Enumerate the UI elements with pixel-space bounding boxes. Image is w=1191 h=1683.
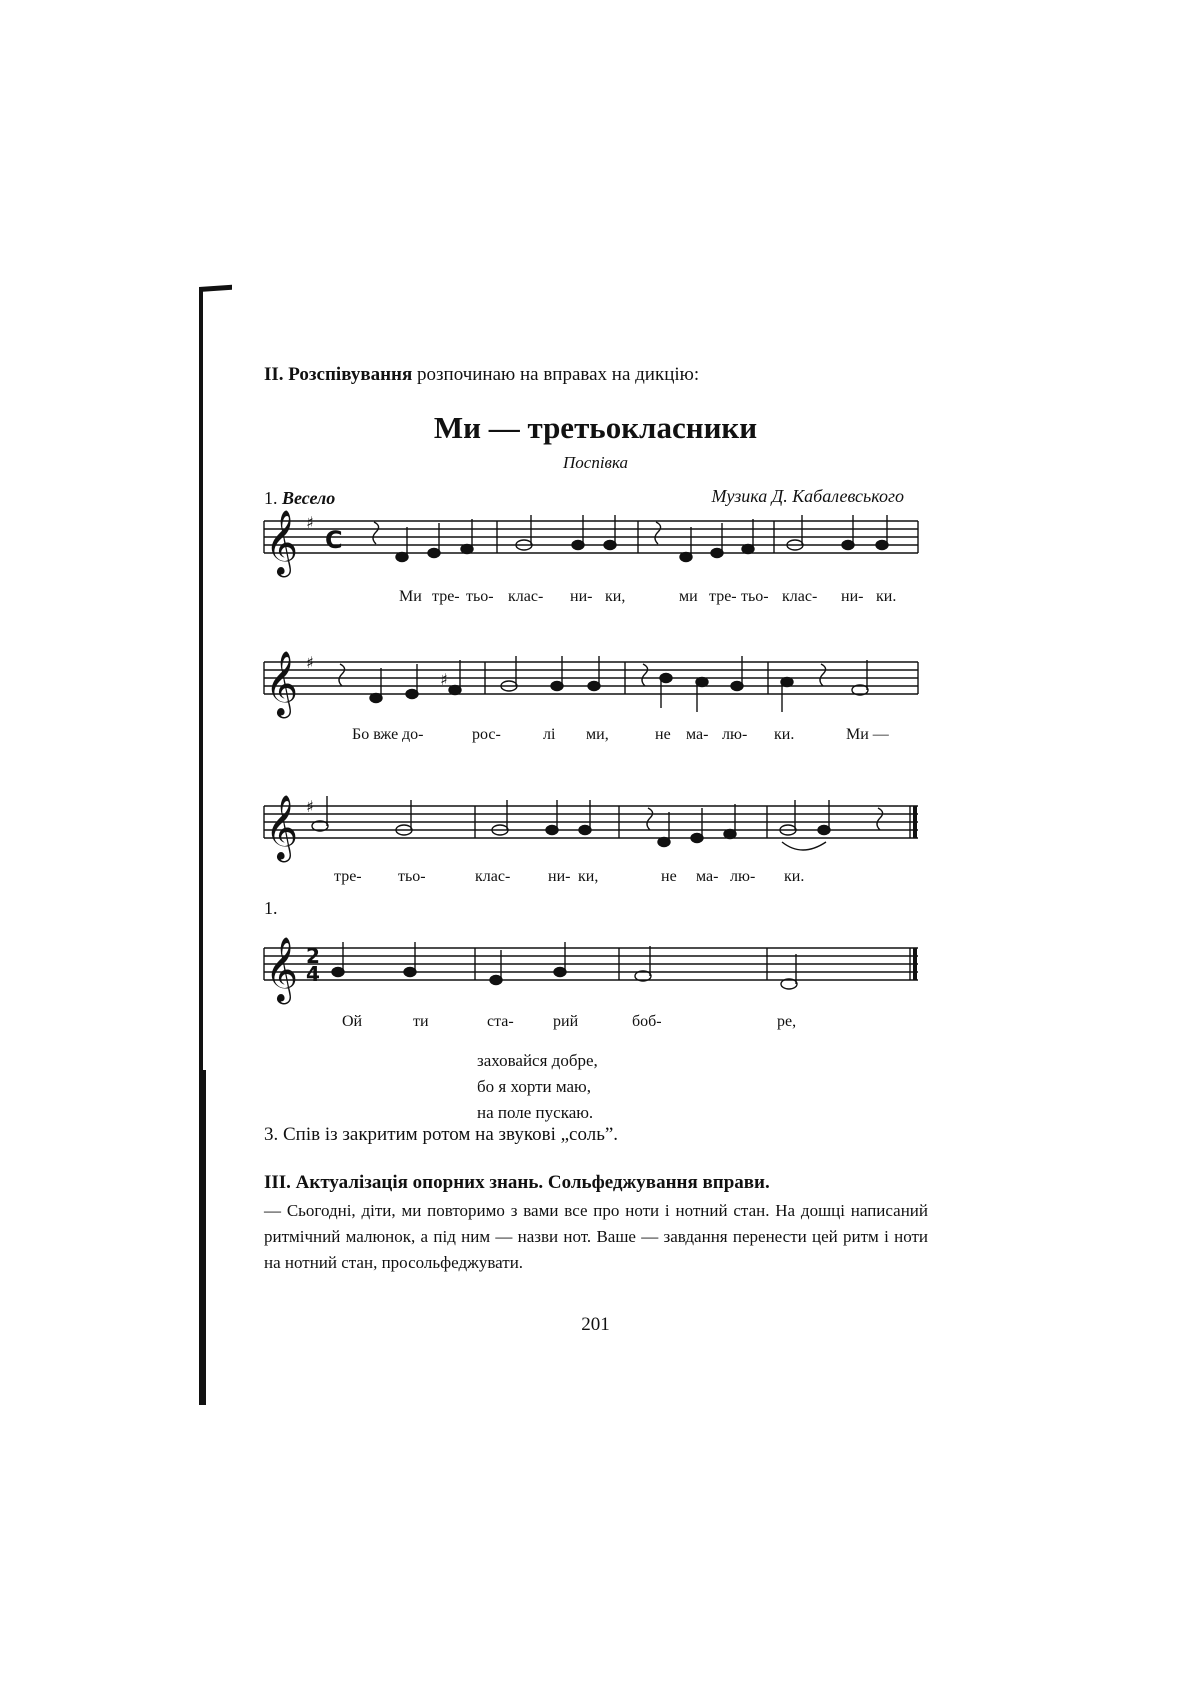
lyric-syllable: клас- — [508, 588, 544, 605]
lyric-syllable: ки, — [605, 588, 626, 605]
lyric-syllable: рий — [553, 1013, 579, 1030]
lyric-syllable: ми, — [586, 726, 609, 743]
time-2: 2 — [306, 944, 320, 968]
lyric-syllable: ки. — [784, 868, 805, 885]
lyric-syllable: клас- — [475, 868, 511, 885]
lyric-syllable: до- — [402, 726, 424, 743]
verse-line-3: на поле пускаю. — [477, 1103, 594, 1122]
lyric-syllable: не — [655, 726, 671, 743]
tempo-number: 1. — [264, 488, 278, 508]
rest-1 — [373, 522, 379, 544]
lyric-syllable: тьо- — [741, 588, 769, 605]
lyric-syllable: Ой — [342, 1013, 363, 1030]
treble-clef-4: 𝄞 — [265, 937, 299, 1002]
common-time: C — [325, 526, 343, 554]
tie — [782, 842, 826, 850]
song2-number: 1. — [264, 898, 278, 918]
composer: Музика Д. Кабалевського — [711, 486, 904, 506]
tempo-word: Весело — [282, 488, 336, 508]
lyric-syllable: ни- — [570, 588, 593, 605]
lyric-syllable: лю- — [730, 868, 756, 885]
lyric-syllable: боб- — [632, 1013, 662, 1030]
sharp-accidental: ♯ — [440, 670, 448, 689]
time-4: 4 — [306, 962, 320, 986]
lyric-syllable: клас- — [782, 588, 818, 605]
lyric-syllable: ни- — [841, 588, 864, 605]
lyric-syllable: Ми — [399, 588, 422, 605]
item-3: 3. Спів із закритим ротом на звукові „соль”. — [264, 1124, 619, 1145]
lyric-syllable: лі — [543, 726, 556, 743]
lyric-syllable: ста- — [487, 1013, 514, 1030]
lyric-syllable: Ми — — [846, 726, 889, 743]
treble-clef-3: 𝄞 — [265, 795, 299, 860]
intro-bold: ІІ. Розспівування — [264, 364, 413, 385]
lyric-syllable: ма- — [696, 868, 719, 885]
treble-clef-1: 𝄞 — [265, 510, 299, 575]
lyric-syllable: тре- — [432, 588, 460, 605]
lyric-syllable: ни- — [548, 868, 571, 885]
treble-clef-2: 𝄞 — [265, 651, 299, 716]
rest-6 — [647, 808, 653, 830]
song-title: Ми — третьокласники — [433, 410, 758, 445]
rest-2 — [655, 522, 661, 544]
sharp-2: ♯ — [306, 653, 314, 672]
lyric-syllable: ре, — [777, 1013, 797, 1030]
verse-line-1: заховайся добре, — [477, 1051, 598, 1070]
section-3-heading: ІІІ. Актуалізація опорних знань. Сольфеджування вправи. — [264, 1172, 770, 1193]
page-number: 201 — [581, 1314, 610, 1335]
staff-4 — [264, 948, 918, 980]
lyric-syllable: тре- — [709, 588, 737, 605]
lyric-syllable: тьо- — [466, 588, 494, 605]
lyric-syllable: ки. — [876, 588, 897, 605]
intro-rest: розпочинаю на вправах на дикцію: — [412, 364, 700, 385]
song-subtitle: Поспівка — [563, 453, 628, 472]
sharp-3: ♯ — [306, 797, 314, 816]
lyric-syllable: тьо- — [398, 868, 426, 885]
rest-7 — [877, 808, 883, 830]
lyric-syllable: лю- — [722, 726, 748, 743]
lyric-syllable: Бо вже — [352, 726, 399, 743]
sharp-1: ♯ — [306, 513, 314, 532]
lyric-syllable: ма- — [686, 726, 709, 743]
rest-5 — [820, 664, 826, 686]
rest-3 — [339, 664, 345, 686]
lyric-syllable: рос- — [472, 726, 501, 743]
lyric-syllable: тре- — [334, 868, 362, 885]
verse-line-2: бо я хорти маю, — [477, 1077, 592, 1096]
rest-4 — [642, 664, 648, 686]
lyric-syllable: ки, — [578, 868, 599, 885]
lyric-syllable: ки. — [774, 726, 795, 743]
section-3-text: — Сьогодні, діти, ми повторимо з вами все про ноти і нотний стан. На дошці написаний ритмічний малюнок, а під ним — назви нот. Ваше — завдання перенести цей ритм і ноти на нотний стан, просольфеджувати. — [264, 1201, 928, 1272]
lyric-syllable: не — [661, 868, 677, 885]
staff-1 — [264, 521, 918, 553]
lyric-syllable: ти — [413, 1013, 429, 1030]
lyric-syllable: ми — [679, 588, 698, 605]
